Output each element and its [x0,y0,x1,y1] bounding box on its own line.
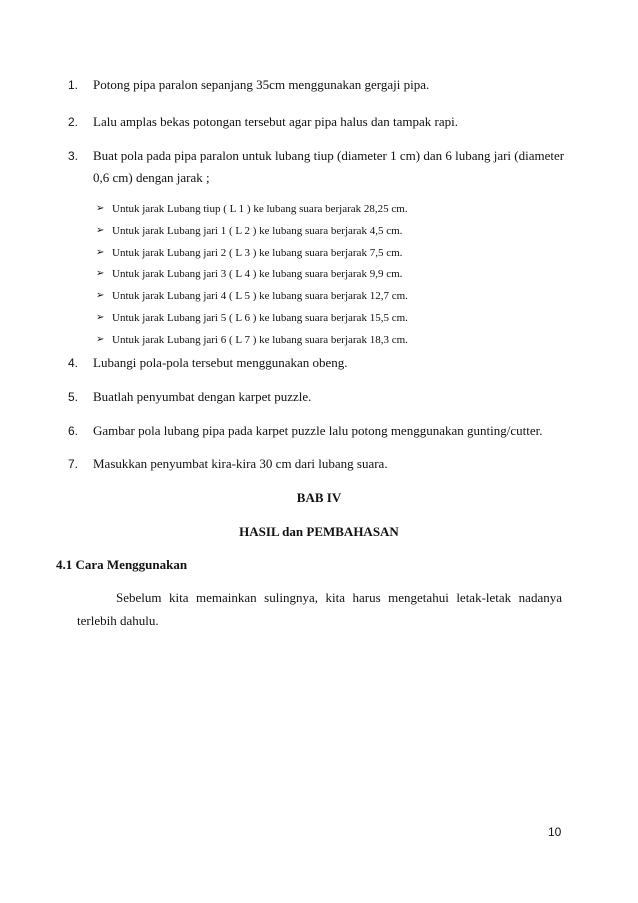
arrow-bullet-icon: ➢ [96,334,105,345]
arrow-bullet-icon: ➢ [96,268,105,279]
step-1-text: Potong pipa paralon sepanjang 35cm menggunakan gergaji pipa. [93,77,430,92]
step-2-text: Lalu amplas bekas potongan tersebut agar pipa halus dan tampak rapi. [93,114,458,129]
bullet-item: Untuk jarak Lubang jari 1 ( L 2 ) ke lubang suara berjarak 4,5 cm. [112,225,403,237]
bullet-item: Untuk jarak Lubang jari 2 ( L 3 ) ke lubang suara berjarak 7,5 cm. [112,247,403,259]
step-4-number: 4. [68,356,79,370]
step-1-number: 1. [68,78,79,92]
step-5-text: Buatlah penyumbat dengan karpet puzzle. [93,389,312,404]
bullet-item: Untuk jarak Lubang jari 3 ( L 4 ) ke lubang suara berjarak 9,9 cm. [112,268,403,280]
section-heading: 4.1 Cara Menggunakan [56,557,188,572]
arrow-bullet-icon: ➢ [96,203,105,214]
bullet-item: Untuk jarak Lubang tiup ( L 1 ) ke lubang suara berjarak 28,25 cm. [112,203,408,215]
paragraph-line-2: terlebih dahulu. [77,613,159,628]
step-3-text: Buat pola pada pipa paralon untuk lubang tiup (diameter 1 cm) dan 6 lubang jari (diameter [93,148,565,163]
paragraph-line-1: Sebelum kita memainkan sulingnya, kita harus mengetahui letak-letak nadanya [116,590,562,605]
bullet-item: Untuk jarak Lubang jari 4 ( L 5 ) ke lubang suara berjarak 12,7 cm. [112,290,408,302]
step-4-text: Lubangi pola-pola tersebut menggunakan obeng. [93,355,348,370]
step-3-continuation: 0,6 cm) dengan jarak ; [93,170,210,185]
bullet-item: Untuk jarak Lubang jari 5 ( L 6 ) ke lubang suara berjarak 15,5 cm. [112,312,408,324]
step-2-number: 2. [68,115,79,129]
step-6-text: Gambar pola lubang pipa pada karpet puzzle lalu potong menggunakan gunting/cutter. [93,423,543,438]
arrow-bullet-icon: ➢ [96,225,105,236]
arrow-bullet-icon: ➢ [96,312,105,323]
step-7-number: 7. [68,457,79,471]
step-6-number: 6. [68,424,79,438]
step-3-number: 3. [68,149,79,163]
arrow-bullet-icon: ➢ [96,290,105,301]
step-7-text: Masukkan penyumbat kira-kira 30 cm dari lubang suara. [93,456,388,471]
step-5-number: 5. [68,390,79,404]
chapter-title: HASIL dan PEMBAHASAN [239,524,399,539]
arrow-bullet-icon: ➢ [96,247,105,258]
page-number: 10 [548,825,562,839]
chapter-heading: BAB IV [296,490,342,505]
bullet-item: Untuk jarak Lubang jari 6 ( L 7 ) ke lubang suara berjarak 18,3 cm. [112,334,408,346]
